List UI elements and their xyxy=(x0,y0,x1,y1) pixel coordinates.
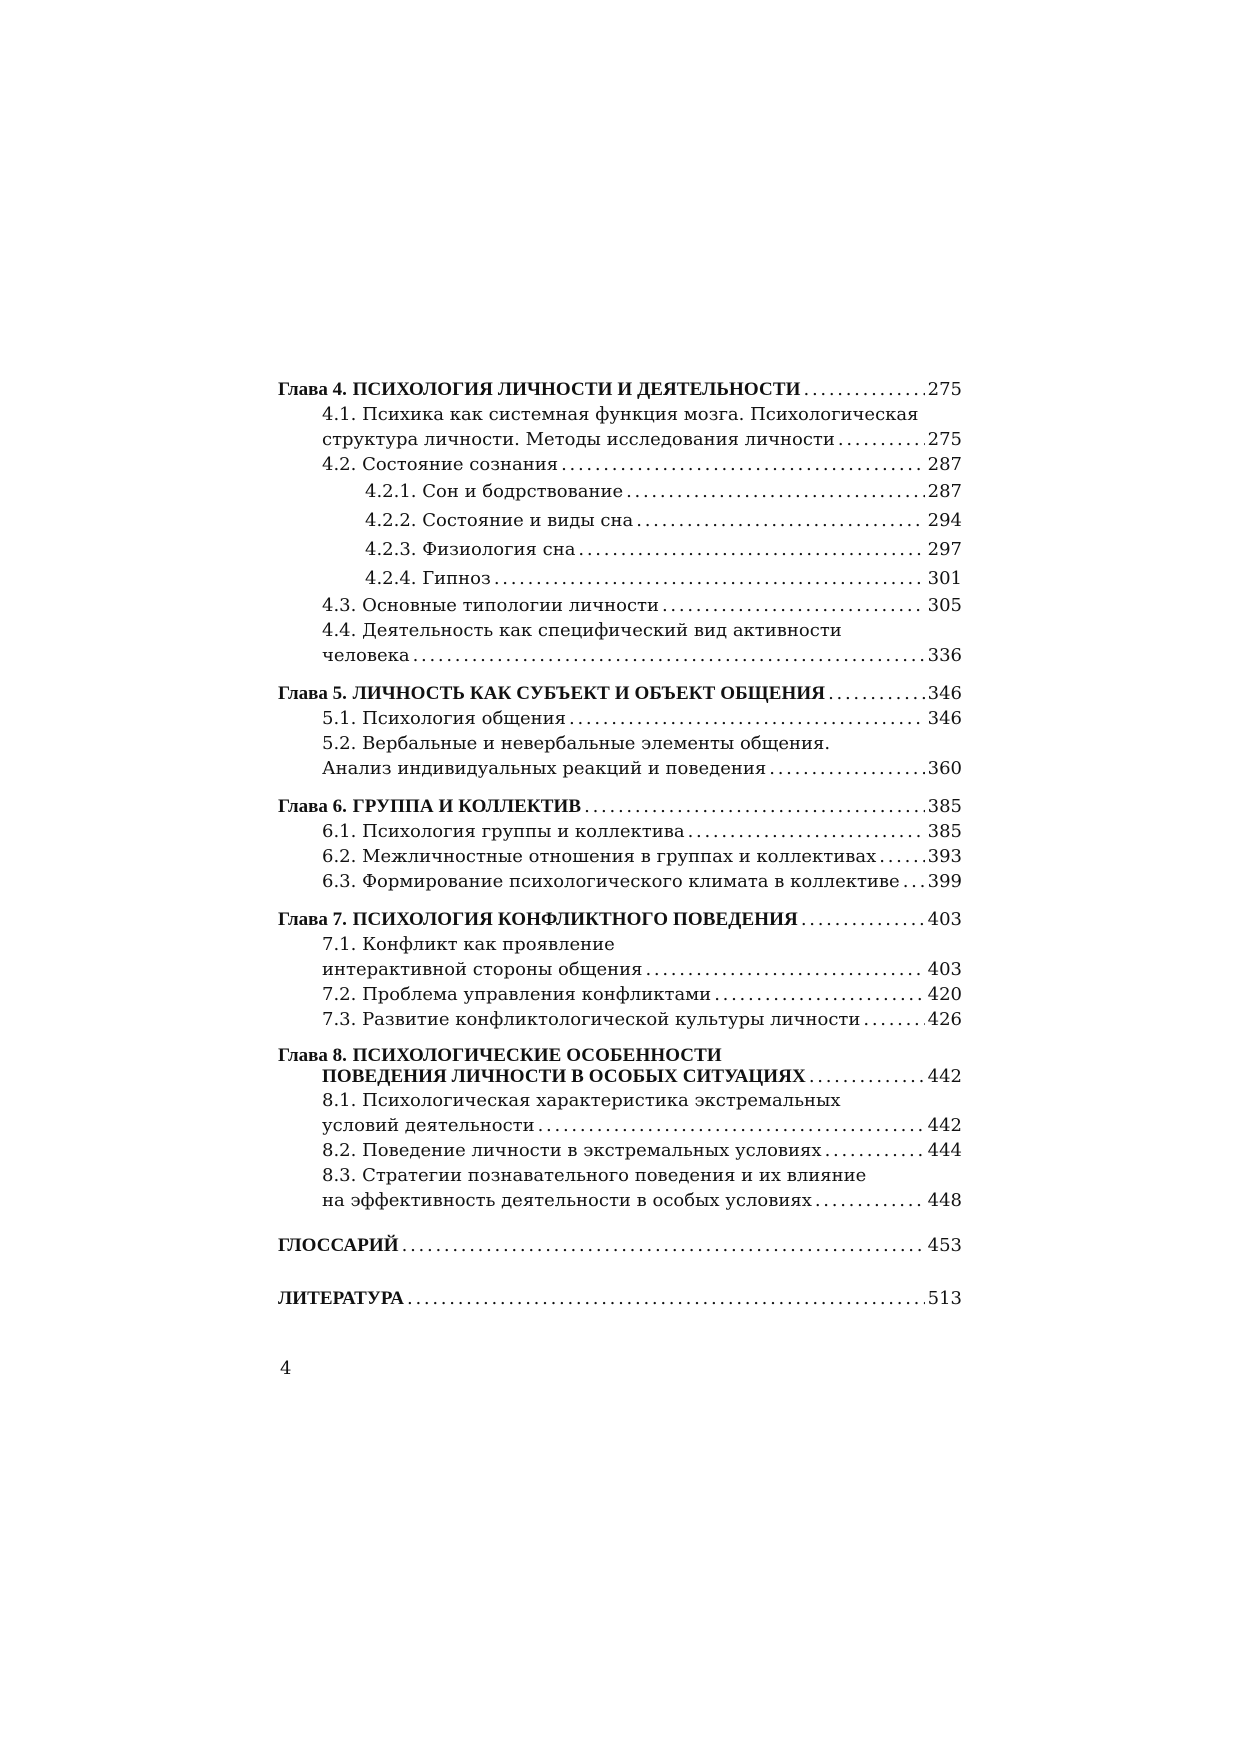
dot-leader xyxy=(828,681,925,706)
dot-leader xyxy=(815,1188,925,1213)
dot-leader xyxy=(714,982,924,1007)
entry-title: 7.2. Проблема управления конфликтами xyxy=(322,984,712,1005)
dot-leader xyxy=(569,706,925,731)
toc-section[interactable] xyxy=(278,1279,962,1319)
entry-title: 6.3. Формирование психологического климата в коллективе xyxy=(322,871,900,892)
page-ref: 385 xyxy=(927,821,962,842)
dot-leader xyxy=(645,957,924,982)
entry-title: 4.2. Состояние сознания xyxy=(322,454,559,475)
dot-leader xyxy=(538,1113,925,1138)
entry-title: 7.3. Развитие конфликтологической культуры личности xyxy=(322,1009,861,1030)
page-ref: 448 xyxy=(927,1190,962,1211)
toc-entry[interactable] xyxy=(278,1113,962,1138)
dot-leader xyxy=(804,377,925,402)
page-ref: 393 xyxy=(927,846,962,867)
entry-title: 8.2. Поведение личности в экстремальных условиях xyxy=(322,1140,822,1161)
page-ref: 336 xyxy=(927,645,962,666)
chapter-title: ПСИХОЛОГИЯ ЛИЧНОСТИ И ДЕЯТЕЛЬНОСТИ xyxy=(352,379,801,400)
section-title: ГЛОССАРИЙ xyxy=(278,1235,399,1256)
dot-leader xyxy=(636,506,924,535)
dot-leader xyxy=(402,1226,925,1266)
chapter-label: Глава 7. xyxy=(278,909,347,930)
page-ref: 294 xyxy=(927,510,962,531)
toc-entry[interactable] xyxy=(278,706,962,731)
entry-title: 5.1. Психология общения xyxy=(322,708,567,729)
page-ref: 346 xyxy=(927,708,962,729)
entry-title: структура личности. Методы исследования личности xyxy=(322,429,835,450)
page-ref: 399 xyxy=(927,871,962,892)
dot-leader xyxy=(801,907,925,932)
entry-title: Анализ индивидуальных реакций и поведения xyxy=(322,758,767,779)
chapter-label: Глава 5. xyxy=(278,683,347,704)
dot-leader xyxy=(584,794,924,819)
page-ref: 305 xyxy=(927,595,962,616)
entry-title: 4.2.2. Состояние и виды сна xyxy=(365,510,634,531)
page-ref: 385 xyxy=(927,796,962,817)
table-of-contents xyxy=(278,377,962,1319)
page-ref: 301 xyxy=(927,568,962,589)
toc-entry[interactable] xyxy=(278,564,962,593)
toc-chapter-continued[interactable] xyxy=(278,1066,962,1088)
page-ref: 360 xyxy=(927,758,962,779)
toc-entry-text: 4.1. Психика как системная функция мозга. Психологическая xyxy=(322,404,919,425)
toc-entry[interactable] xyxy=(278,593,962,618)
page-ref: 444 xyxy=(927,1140,962,1161)
dot-leader xyxy=(903,869,925,894)
chapter-title: ЛИЧНОСТЬ КАК СУБЪЕКТ И ОБЪЕКТ ОБЩЕНИЯ xyxy=(352,683,826,704)
page-ref: 287 xyxy=(927,454,962,475)
toc-entry[interactable] xyxy=(278,427,962,452)
entry-title: 4.2.3. Физиология сна xyxy=(365,539,576,560)
toc-chapter[interactable] xyxy=(278,794,962,819)
toc-entry[interactable] xyxy=(278,1007,962,1032)
dot-leader xyxy=(769,756,924,781)
page-ref: 426 xyxy=(927,1009,962,1030)
dot-leader xyxy=(688,819,925,844)
toc-entry[interactable] xyxy=(278,452,962,477)
dot-leader xyxy=(413,643,925,668)
chapter-title-line2: ПОВЕДЕНИЯ ЛИЧНОСТИ В ОСОБЫХ СИТУАЦИЯХ xyxy=(322,1066,806,1087)
dot-leader xyxy=(578,535,924,564)
chapter-label: Глава 6. xyxy=(278,796,347,817)
toc-entry[interactable] xyxy=(278,477,962,506)
page-ref: 275 xyxy=(927,379,962,400)
dot-leader xyxy=(863,1007,924,1032)
toc-entry[interactable] xyxy=(278,869,962,894)
entry-title: 4.2.4. Гипноз xyxy=(365,568,491,589)
toc-entry-text: 8.3. Стратегии познавательного поведения и их влияние xyxy=(322,1165,867,1186)
toc-entry[interactable] xyxy=(278,756,962,781)
chapter-title: ГРУППА И КОЛЛЕКТИВ xyxy=(352,796,582,817)
toc-entry-text: 4.4. Деятельность как специфический вид активности xyxy=(322,620,842,641)
page-ref: 442 xyxy=(927,1115,962,1136)
toc-section[interactable] xyxy=(278,1226,962,1266)
page-ref: 403 xyxy=(927,959,962,980)
toc-entry-text: 8.1. Психологическая характеристика экстремальных xyxy=(322,1090,841,1111)
toc-chapter[interactable] xyxy=(278,377,962,402)
page-ref: 346 xyxy=(927,683,962,704)
chapter-label: Глава 8. xyxy=(278,1045,347,1066)
entry-title: 6.2. Межличностные отношения в группах и коллективах xyxy=(322,846,877,867)
dot-leader xyxy=(407,1279,925,1319)
toc-entry[interactable] xyxy=(278,506,962,535)
dot-leader xyxy=(809,1066,925,1088)
toc-chapter[interactable] xyxy=(278,681,962,706)
entry-title: условий деятельности xyxy=(322,1115,535,1136)
section-title: ЛИТЕРАТУРА xyxy=(278,1288,405,1309)
toc-entry[interactable] xyxy=(278,1188,962,1213)
dot-leader xyxy=(879,844,924,869)
entry-title: 4.3. Основные типологии личности xyxy=(322,595,659,616)
page-ref: 442 xyxy=(927,1066,962,1087)
chapter-title: ПСИХОЛОГИЧЕСКИЕ ОСОБЕННОСТИ xyxy=(352,1045,722,1066)
page-ref: 420 xyxy=(927,984,962,1005)
toc-entry[interactable] xyxy=(278,643,962,668)
chapter-label: Глава 4. xyxy=(278,379,347,400)
dot-leader xyxy=(838,427,925,452)
dot-leader xyxy=(626,477,925,506)
entry-title: 4.2.1. Сон и бодрствование xyxy=(365,481,624,502)
toc-chapter[interactable] xyxy=(278,1045,962,1066)
toc-entry-text: 5.2. Вербальные и невербальные элементы общения. xyxy=(322,733,831,754)
entry-title: 6.1. Психология группы и коллектива xyxy=(322,821,685,842)
chapter-title: ПСИХОЛОГИЯ КОНФЛИКТНОГО ПОВЕДЕНИЯ xyxy=(352,909,798,930)
dot-leader xyxy=(825,1138,925,1163)
page-number: 4 xyxy=(280,1358,292,1379)
entry-title: человека xyxy=(322,645,410,666)
page-ref: 453 xyxy=(927,1235,962,1256)
entry-title: на эффективность деятельности в особых условиях xyxy=(322,1190,812,1211)
toc-entry[interactable] xyxy=(278,819,962,844)
page-ref: 513 xyxy=(927,1288,962,1309)
toc-entry-text: 7.1. Конфликт как проявление xyxy=(322,934,615,955)
toc-entry[interactable] xyxy=(278,957,962,982)
dot-leader xyxy=(561,452,925,477)
page-ref: 297 xyxy=(927,539,962,560)
dot-leader xyxy=(662,593,925,618)
page-ref: 403 xyxy=(927,909,962,930)
toc-entry[interactable] xyxy=(278,535,962,564)
toc-entry[interactable] xyxy=(278,1138,962,1163)
dot-leader xyxy=(494,564,925,593)
entry-title: интерактивной стороны общения xyxy=(322,959,643,980)
toc-chapter[interactable] xyxy=(278,907,962,932)
toc-entry[interactable] xyxy=(278,844,962,869)
page-ref: 287 xyxy=(927,481,962,502)
page-ref: 275 xyxy=(927,429,962,450)
toc-entry[interactable] xyxy=(278,982,962,1007)
